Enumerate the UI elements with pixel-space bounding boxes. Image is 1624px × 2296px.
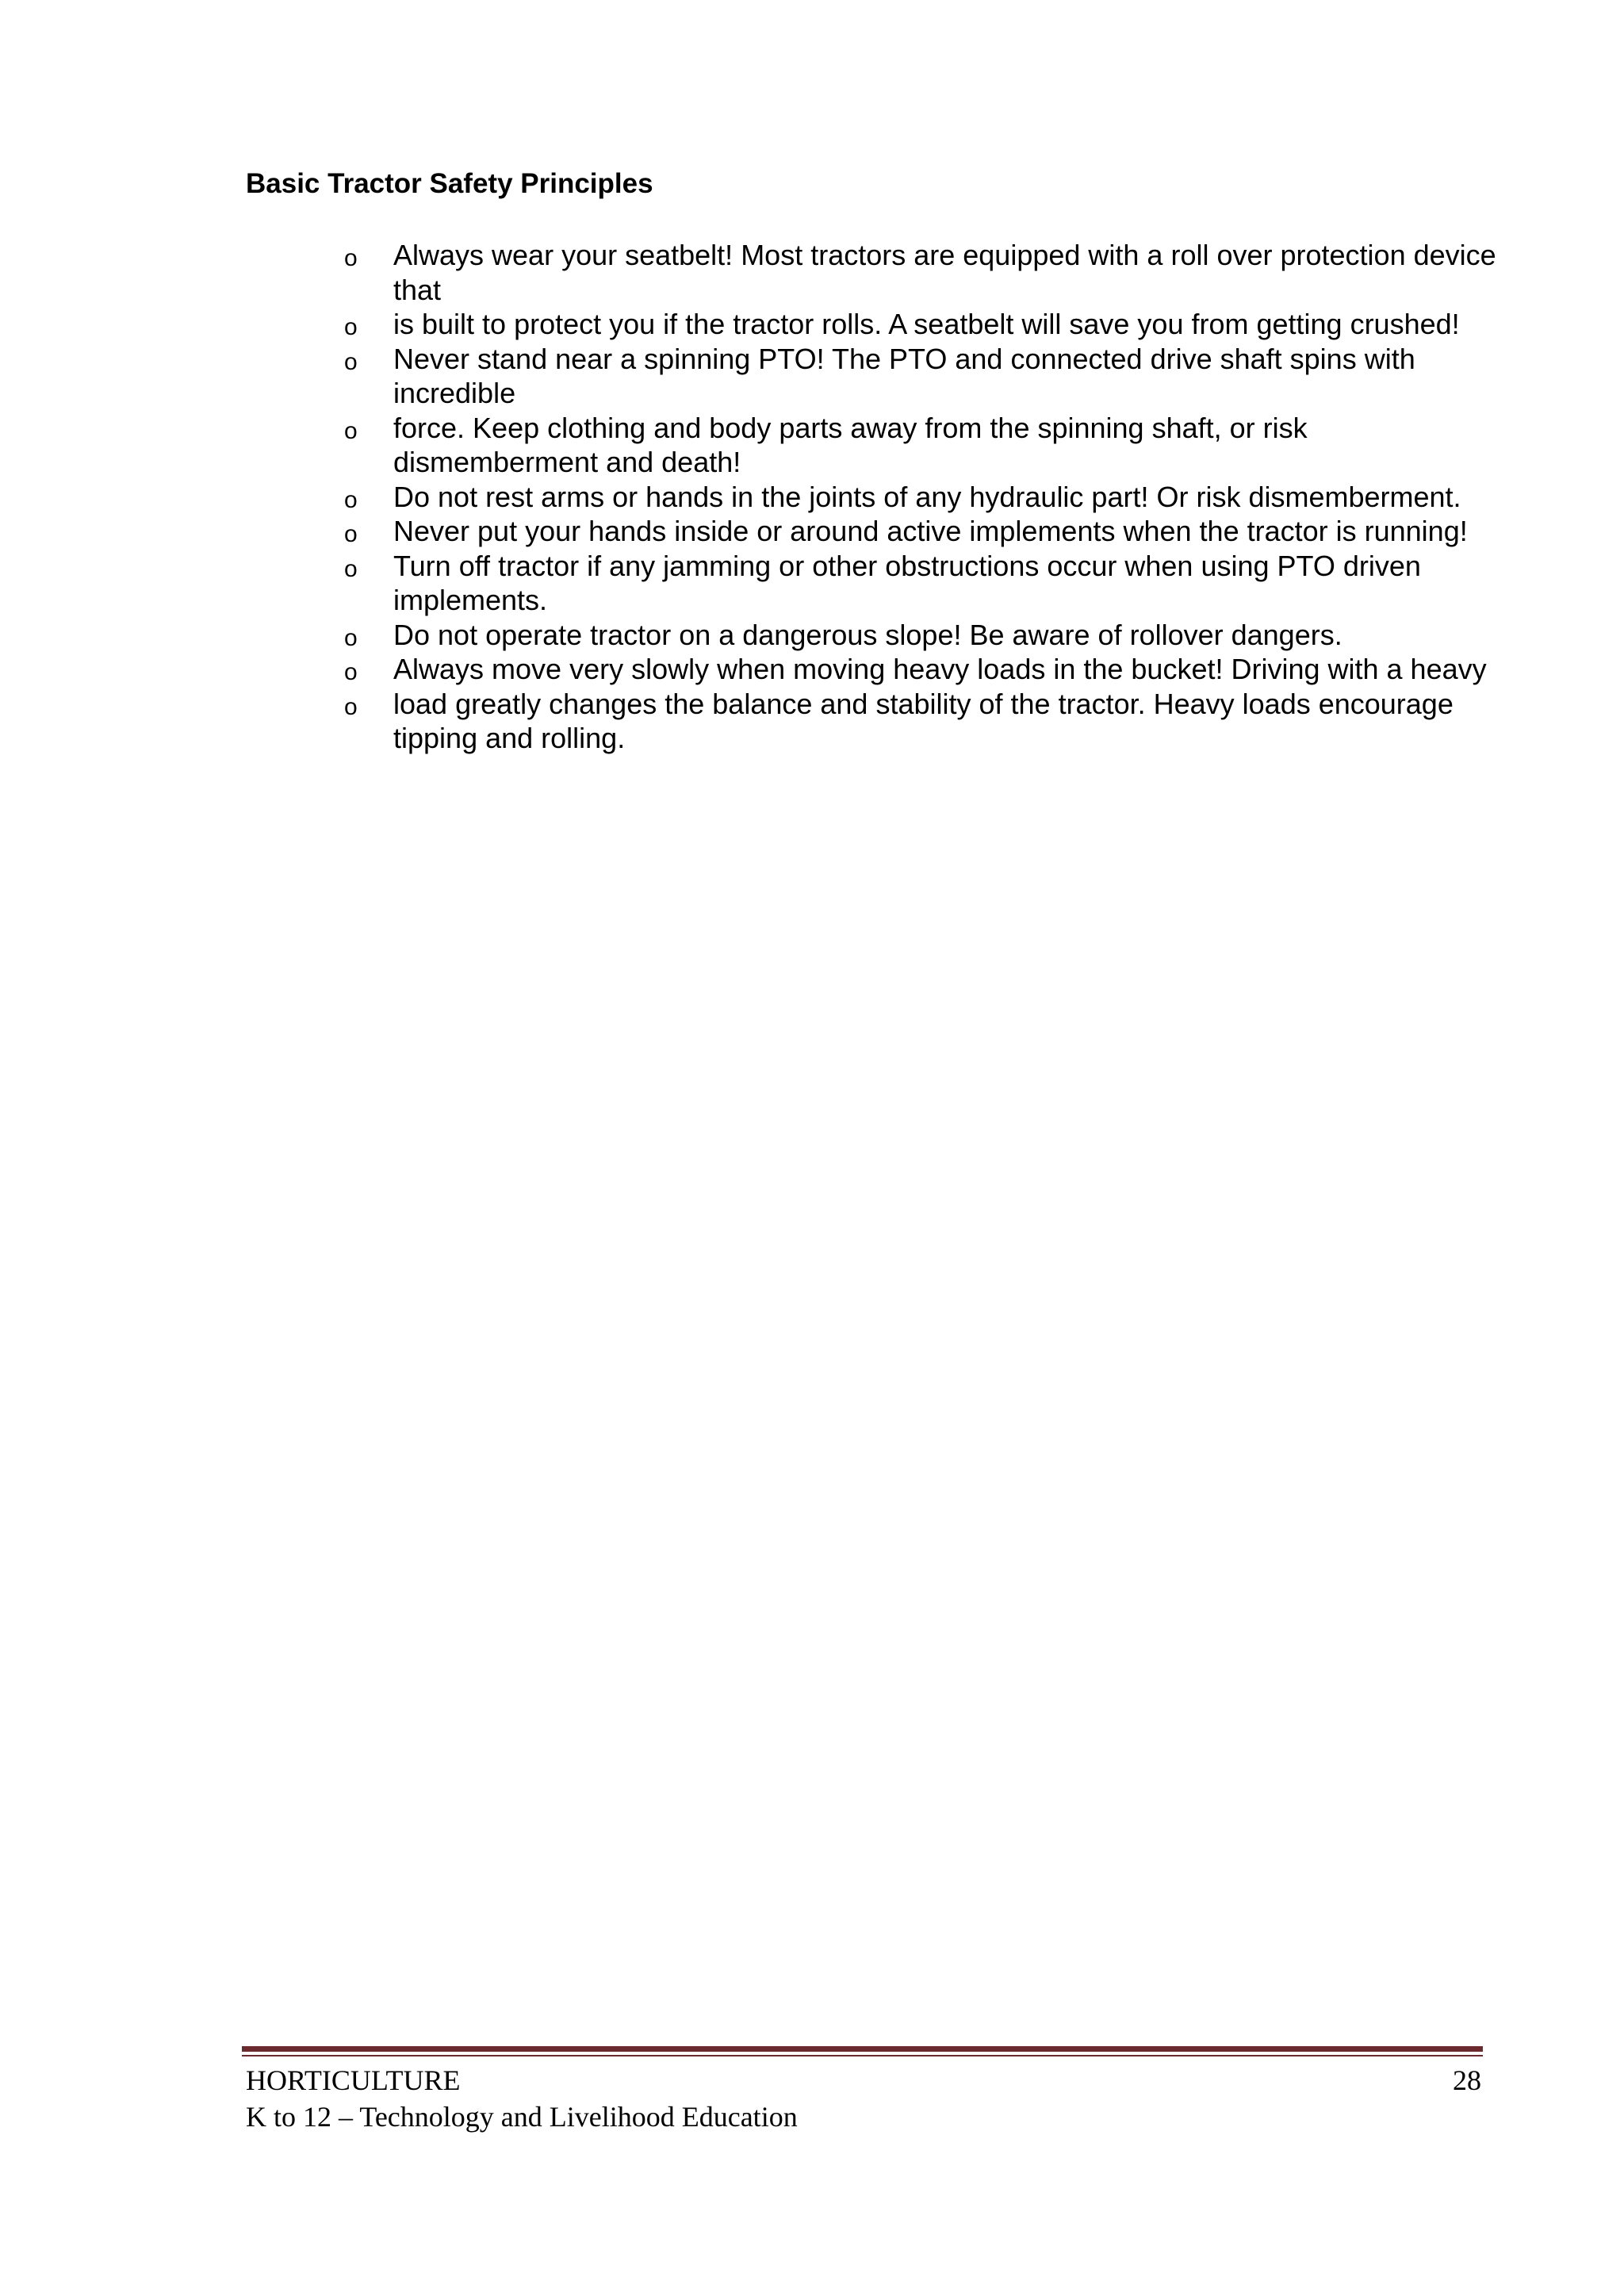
list-item-text: Turn off tractor if any jamming or other obstructions occur when using PTO driven implements. <box>393 549 1421 616</box>
bullet-marker: o <box>344 555 358 582</box>
bullet-marker: o <box>344 245 358 271</box>
page-title: Basic Tractor Safety Principles <box>246 168 653 199</box>
page-number: 28 <box>1453 2064 1481 2096</box>
footer-subject: HORTICULTURE <box>246 2064 461 2096</box>
list-item-text: Never stand near a spinning PTO! The PTO and connected drive shaft spins with incredible <box>393 342 1415 409</box>
safety-principles-list <box>341 238 1499 756</box>
list-item <box>341 480 1499 515</box>
list-item-text: Do not rest arms or hands in the joints of any hydraulic part! Or risk dismemberment. <box>393 480 1461 513</box>
list-item-text: Always move very slowly when moving heavy loads in the bucket! Driving with a heavy <box>393 653 1487 685</box>
bullet-marker: o <box>344 521 358 547</box>
list-item <box>341 238 1499 307</box>
bullet-marker: o <box>344 486 358 513</box>
list-item <box>341 411 1499 480</box>
list-item <box>341 549 1499 618</box>
list-item <box>341 687 1499 756</box>
footer-divider-thin <box>242 2055 1483 2056</box>
list-item <box>341 307 1499 342</box>
list-item <box>341 514 1499 549</box>
bullet-marker: o <box>344 417 358 444</box>
footer-course: K to 12 – Technology and Livelihood Education <box>246 2101 798 2133</box>
list-item-text: load greatly changes the balance and stability of the tractor. Heavy loads encourage tipping and rolling. <box>393 687 1454 754</box>
footer-top-row <box>246 2062 1481 2099</box>
list-item <box>341 618 1499 653</box>
bullet-marker: o <box>344 348 358 375</box>
list-item-text: is built to protect you if the tractor rolls. A seatbelt will save you from getting crushed! <box>393 308 1460 340</box>
list-item-text: Always wear your seatbelt! Most tractors are equipped with a roll over protection device that <box>393 239 1496 306</box>
bullet-marker: o <box>344 659 358 685</box>
list-item-text: Do not operate tractor on a dangerous slope! Be aware of rollover dangers. <box>393 618 1342 651</box>
list-item <box>341 652 1499 687</box>
list-item-text: force. Keep clothing and body parts away from the spinning shaft, or risk dismemberment and death! <box>393 411 1308 478</box>
bullet-marker: o <box>344 693 358 720</box>
footer-divider-thick <box>242 2046 1483 2052</box>
bullet-marker: o <box>344 314 358 340</box>
page-footer <box>246 2062 1481 2135</box>
bullet-marker: o <box>344 624 358 651</box>
list-item <box>341 342 1499 411</box>
list-item-text: Never put your hands inside or around active implements when the tractor is running! <box>393 515 1468 547</box>
